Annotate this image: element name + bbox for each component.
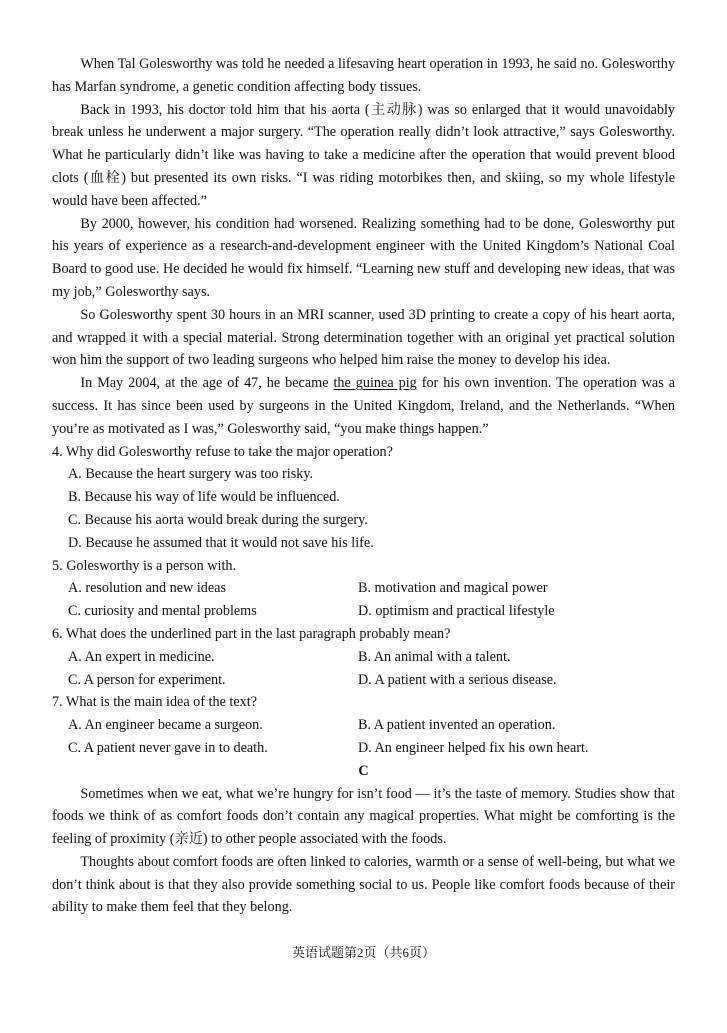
- question-4-option-a: A. Because the heart surgery was too risky.: [68, 466, 314, 483]
- question-7-stem: 7. What is the main idea of the text?: [52, 694, 257, 711]
- question-4-option-b: B. Because his way of life would be influenced.: [68, 489, 340, 506]
- page-footer: 英语试题第2页（共6页）: [291, 945, 435, 960]
- passage-paragraph-4: So Golesworthy spent 30 hours in an MRI scanner, used 3D printing to create a copy of his heart aorta, and wrapped it with a special material. Strong determination together with an original yet practical solution won him the support of two leading surgeons who helped him raise the money to develop his idea.: [52, 306, 675, 369]
- question-5-option-a: A. resolution and new ideas: [68, 580, 226, 597]
- question-6-stem: 6. What does the underlined part in the last paragraph probably mean?: [52, 625, 451, 642]
- question-5-option-b: B. motivation and magical power: [358, 580, 548, 597]
- question-5-option-d: D. optimism and practical lifestyle: [358, 603, 555, 620]
- question-6-option-b: B. An animal with a talent.: [358, 648, 511, 665]
- question-7-options-row-2: [52, 737, 675, 760]
- question-5-stem: 5. Golesworthy is a person with.: [52, 557, 237, 574]
- question-7-option-d: D. An engineer helped fix his own heart.: [358, 739, 589, 756]
- question-7-option-c: C. A patient never gave in to death.: [68, 739, 268, 756]
- passage-paragraph-1: When Tal Golesworthy was told he needed a lifesaving heart operation in 1993, he said no. Golesworthy has Marfan syndrome, a genetic condition affecting body tissues.: [52, 56, 675, 95]
- question-5-option-c: C. curiosity and mental problems: [68, 603, 257, 620]
- paragraph-5-text-after: for his own invention. The operation was a success. It has since been used by surgeons in the United Kingdom, Ireland, and the Netherlands. “When you’re as motivated as I was,” Golesworthy said, “you make things happen.”: [52, 375, 675, 437]
- question-7-option-b: B. A patient invented an operation.: [358, 717, 556, 734]
- question-7-options-row-1: [52, 714, 675, 737]
- paragraph-5-text-before: In May 2004, at the age of 47, he became: [80, 375, 334, 392]
- question-6-options-row-2: [52, 669, 675, 692]
- question-6-options-row-1: [52, 646, 675, 669]
- question-6-option-d: D. A patient with a serious disease.: [358, 671, 557, 688]
- question-7-option-a: A. An engineer became a surgeon.: [68, 717, 263, 734]
- passage-paragraph-2: Back in 1993, his doctor told him that his aorta (主动脉) was so enlarged that it would unavoidably break unless he underwent a major surgery. “The operation really didn’t look attractive,” says Golesworthy. What he particularly didn’t like was having to take a medicine after the operation that would prevent blood clots (血栓) but presented its own risks. “I was riding motorbikes then, and skiing, so my whole lifestyle would have been affected.”: [52, 101, 675, 209]
- question-4-option-c: C. Because his aorta would break during the surgery.: [68, 511, 368, 528]
- question-5-options-row-2: [52, 600, 675, 623]
- question-5-options-row-1: [52, 577, 675, 600]
- question-6-option-a: A. An expert in medicine.: [68, 648, 215, 665]
- question-6-option-c: C. A person for experiment.: [68, 671, 226, 688]
- section-c-heading: C: [358, 762, 369, 779]
- section-c-paragraph-2: Thoughts about comfort foods are often linked to calories, warmth or a sense of well-being, but what we don’t think about is that they also provide something social to us. People like comfort foods because of their ability to make them feel that they belong.: [52, 853, 675, 916]
- question-4-stem: 4. Why did Golesworthy refuse to take the major operation?: [52, 443, 393, 460]
- underlined-phrase: the guinea pig: [333, 375, 417, 392]
- question-4-option-d: D. Because he assumed that it would not save his life.: [68, 534, 374, 551]
- section-c-paragraph-1: Sometimes when we eat, what we’re hungry for isn’t food — it’s the taste of memory. Studies show that foods we think of as comfort foods don’t contain any magical properties. What might be comforting is the feeling of proximity (亲近) to other people associated with the foods.: [52, 785, 675, 848]
- passage-paragraph-3: By 2000, however, his condition had worsened. Realizing something had to be done, Golesworthy put his years of experience as a research-and-development engineer with the United Kingdom’s National Coal Board to good use. He decided he would fix himself. “Learning new stuff and developing new ideas, that was my job,” Golesworthy says.: [52, 215, 675, 300]
- passage-paragraph-5: [52, 372, 675, 440]
